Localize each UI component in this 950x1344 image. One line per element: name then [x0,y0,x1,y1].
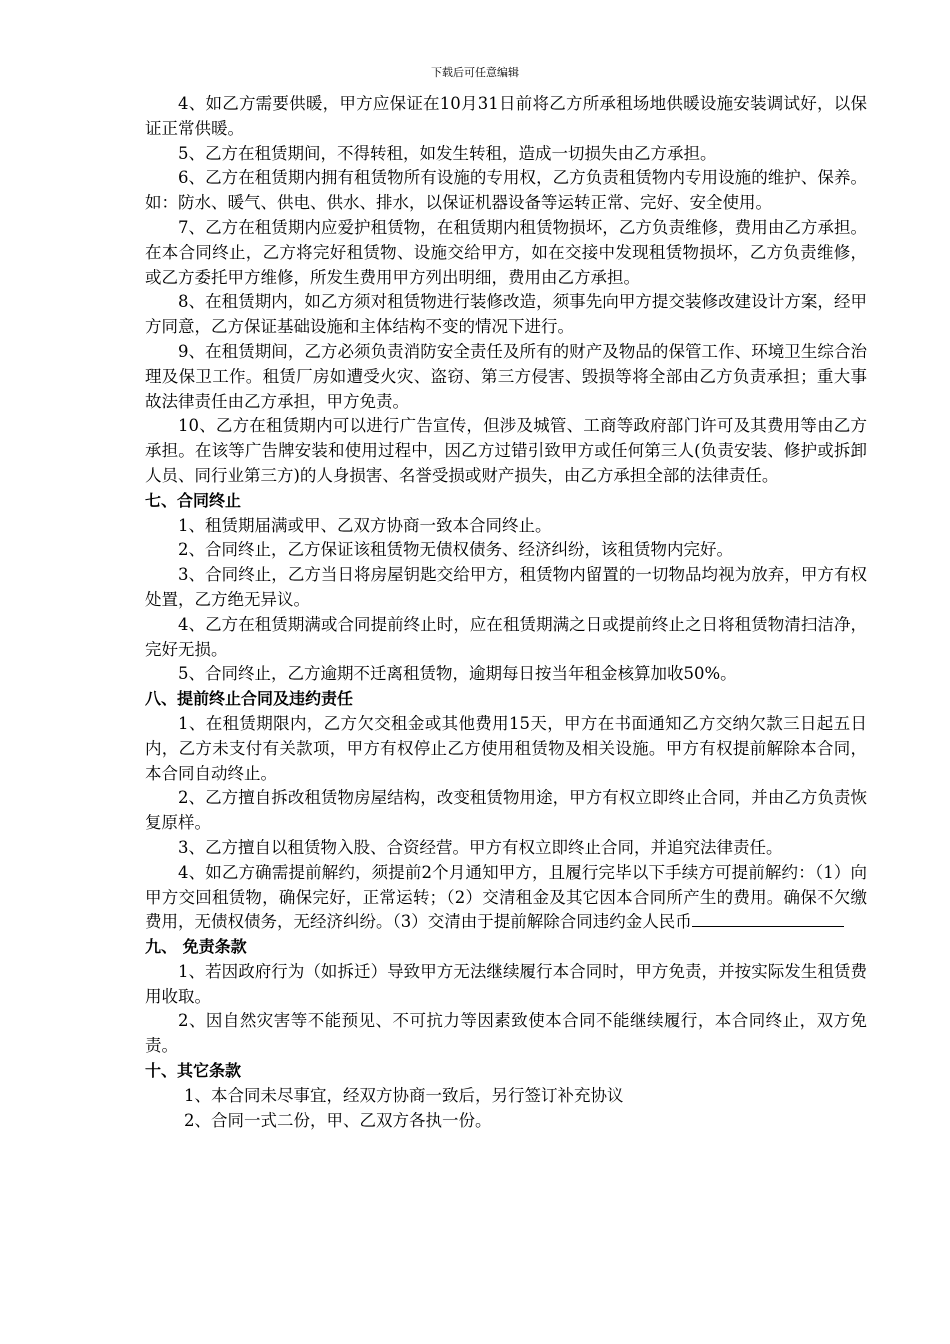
contract-body [145,92,867,1133]
clause-6: 6、乙方在租赁期内拥有租赁物所有设施的专用权，乙方负责租赁物内专用设施的维护、保养。如：防水、暖气、供电、供水、排水，以保证机器设备等运转正常、完好、安全使用。 [145,168,867,213]
other-item-2: 2、合同一式二份，甲、乙双方各执一份。 [184,1110,492,1130]
section-heading-termination: 七、合同终止 [145,490,242,510]
clause-4: 4、如乙方需要供暖，甲方应保证在10月31日前将乙方所承租场地供暖设施安装调试好，以保证正常供暖。 [145,94,867,138]
clause-8: 8、在租赁期内，如乙方须对租赁物进行装修改造，须事先向甲方提交装修改建设计方案，经甲方同意，乙方保证基础设施和主体结构不变的情况下进行。 [145,292,867,337]
clause-9: 9、在租赁期间，乙方必须负责消防安全责任及所有的财产及物品的保管工作、环境卫生综合治理及保卫工作。租赁厂房如遭受火灾、盗窃、第三方侵害、毁损等将全部由乙方负责承担；重大事故法律责任由乙方承担，甲方免责。 [145,341,867,411]
exemption-item-2: 2、因自然灾害等不能预见、不可抗力等因素致使本合同不能继续履行，本合同终止，双方免责。 [145,1011,867,1056]
termination-item-3: 3、合同终止，乙方当日将房屋钥匙交给甲方，租赁物内留置的一切物品均视为放弃，甲方有权处置，乙方绝无异议。 [145,565,867,609]
breach-item-2: 2、乙方擅自拆改租赁物房屋结构，改变租赁物用途，甲方有权立即终止合同，并由乙方负责恢复原样。 [145,788,867,833]
termination-item-4: 4、乙方在租赁期满或合同提前终止时，应在租赁期满之日或提前终止之日将租赁物清扫洁净，完好无损。 [145,614,867,659]
exemption-item-1: 1、若因政府行为（如拆迁）导致甲方无法继续履行本合同时，甲方免责，并按实际发生租赁费用收取。 [145,961,867,1006]
penalty-amount-blank [692,910,844,927]
breach-item-1: 1、在租赁期限内，乙方欠交租金或其他费用15天，甲方在书面通知乙方交纳欠款三日起五日内，乙方未支付有关款项，甲方有权停止乙方使用租赁物及相关设施。甲方有权提前解除本合同，本合同自动终止。 [145,713,867,783]
termination-item-2: 2、合同终止，乙方保证该租赁物无债权债务、经济纠纷，该租赁物内完好。 [178,540,733,560]
clause-10: 10、乙方在租赁期内可以进行广告宣传，但涉及城管、工商等政府部门许可及其费用等由乙方承担。在该等广告牌安装和使用过程中，因乙方过错引致甲方或任何第三人(负责安装、修护或拆卸人员、同行业第三方)的人身损害、名誉受损或财产损失，由乙方承担全部的法律责任。 [145,416,867,485]
section-heading-other: 十、其它条款 [145,1061,242,1081]
section-heading-exemption: 九、 免责条款 [145,937,247,957]
page-header-note: 下载后可任意编辑 [431,66,519,79]
termination-item-5: 5、合同终止，乙方逾期不迁离租赁物，逾期每日按当年租金核算加收50%。 [178,664,737,684]
clause-5: 5、乙方在租赁期间，不得转租，如发生转租，造成一切损失由乙方承担。 [178,143,717,163]
clause-7: 7、乙方在租赁期内应爱护租赁物，在租赁期内租赁物损坏，乙方负责维修，费用由乙方承担。在本合同终止，乙方将完好租赁物、设施交给甲方，如在交接中发现租赁物损坏，乙方负责维修，或乙方委托甲方维修，所发生费用甲方列出明细，费用由乙方承担。 [145,217,867,287]
termination-item-1: 1、租赁期届满或甲、乙双方协商一致本合同终止。 [178,515,552,535]
breach-item-4-text: 4、如乙方确需提前解约，须提前2个月通知甲方，且履行完毕以下手续方可提前解约：（1）向甲方交回租赁物，确保完好，正常运转；（2）交清租金及其它因本合同所产生的费用。确保不欠缴费用，无债权债务，无经济纠纷。（3）交清由于提前解除合同违约金人民币 [145,862,867,932]
breach-item-3: 3、乙方擅自以租赁物入股、合资经营。甲方有权立即终止合同，并追究法律责任。 [178,837,783,857]
breach-item-4 [145,861,867,935]
other-item-1: 1、本合同未尽事宜，经双方协商一致后，另行签订补充协议 [184,1085,624,1105]
section-heading-breach: 八、提前终止合同及违约责任 [145,689,354,709]
